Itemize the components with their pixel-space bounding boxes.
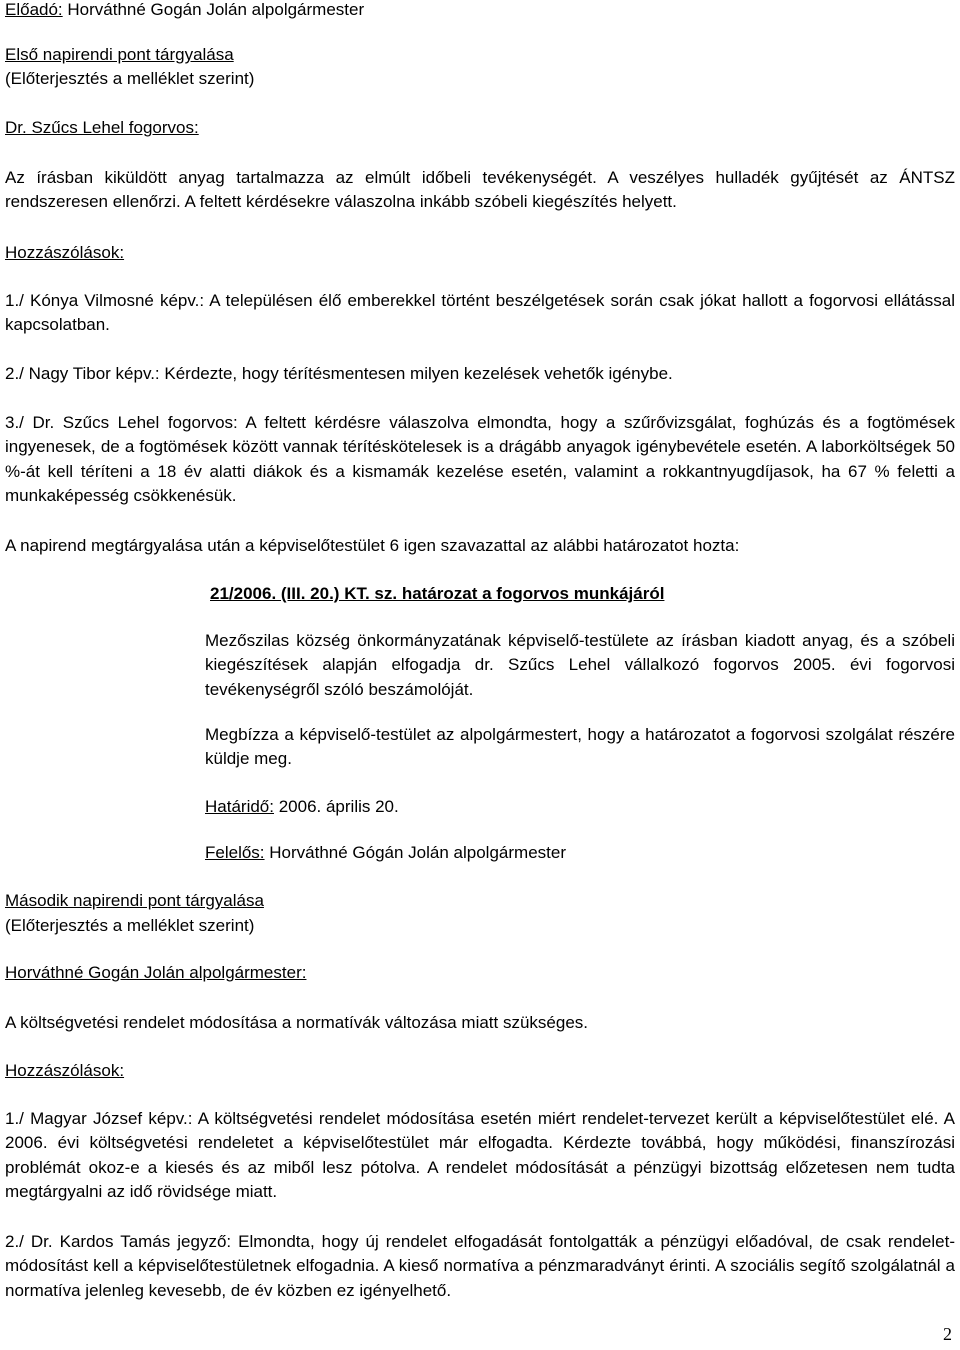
resolution-title: 21/2006. (III. 20.) KT. sz. határozat a fogorvos munkájáról: [210, 584, 665, 603]
presenter-name: Horváthné Gogán Jolán alpolgármester: [62, 0, 365, 19]
page-number: 2: [943, 1324, 952, 1344]
responsible-label: Felelős:: [205, 843, 265, 862]
item2-comment-2: 2./ Dr. Kardos Tamás jegyző: Elmondta, hogy új rendelet elfogadását fontolgatták a pénzügyi előadóval, de csak rendelet-módosítást kell a képviselőtestületnek elfogadnia. A kieső normatíva a pénzmaradványt érinti. A szociális segítő szolgálatnál a normatíva jelenleg kevesebb, de év közben ez igényelhető.: [5, 1232, 955, 1300]
item1-title: Első napirendi pont tárgyalása: [5, 45, 234, 64]
resolution-deadline: [205, 797, 399, 817]
item1-comment-2: 2./ Nagy Tibor képv.: Kérdezte, hogy térítésmentesen milyen kezelések vehetők igénybe.: [5, 364, 673, 383]
item2-comments-label: Hozzászólások:: [5, 1061, 125, 1080]
resolution-responsible: [205, 843, 566, 863]
item1-comment-3: 3./ Dr. Szűcs Lehel fogorvos: A feltett kérdésre válaszolva elmondta, hogy a szűrővizsgálat, foghúzás és a fogtömések ingyenesek, de a fogtömések között vannak térítéskötelesek is a drágább anyagok igénybevétele esetén. A laborköltségek 50 %-át kell téríteni a 18 év alatti diákok és a kismamák kezelése esetén, valamint a rokkantnyugdíjasok, ha 67 % feletti a munkaképesség csökkenésük.: [5, 413, 955, 505]
item2-title: Második napirendi pont tárgyalása: [5, 891, 264, 910]
item1-text: Az írásban kiküldött anyag tartalmazza az elmúlt időbeli tevékenységét. A veszélyes hulladék gyűjtését az ÁNTSZ rendszeresen ellenőrzi. A feltett kérdésekre válaszolna inkább szóbeli kiegészítés helyett.: [5, 168, 955, 212]
item1-subtitle: (Előterjesztés a melléklet szerint): [5, 69, 255, 88]
item1-speaker: Dr. Szűcs Lehel fogorvos:: [5, 118, 199, 137]
item2-subtitle: (Előterjesztés a melléklet szerint): [5, 916, 255, 935]
item1-comment-1: 1./ Kónya Vilmosné képv.: A településen élő emberekkel történt beszélgetések során csak jókat hallott a fogorvosi ellátással kapcsolatban.: [5, 291, 955, 335]
resolution-para-2: Megbízza a képviselő-testület az alpolgármestert, hogy a határozatot a fogorvosi szolgálat részére küldje meg.: [205, 725, 955, 769]
presenter-line: [5, 0, 364, 20]
item2-speaker: Horváthné Gogán Jolán alpolgármester:: [5, 963, 307, 982]
responsible-value: Horváthné Gógán Jolán alpolgármester: [264, 843, 566, 862]
deadline-label: Határidő:: [205, 797, 274, 816]
resolution-para-1: Mezőszilas község önkormányzatának képviselő-testülete az írásban kiadott anyag, és a szóbeli kiegészítések alapján elfogadja dr. Szűcs Lehel vállalkozó fogorvos 2005. évi fogorvosi tevékenységről szóló beszámolóját.: [205, 631, 955, 699]
item2-text: A költségvetési rendelet módosítása a normatívák változása miatt szükséges.: [5, 1013, 589, 1032]
item1-vote: A napirend megtárgyalása után a képviselőtestület 6 igen szavazattal az alábbi határozatot hozta:: [5, 536, 740, 555]
item2-comment-1: 1./ Magyar József képv.: A költségvetési rendelet módosítása esetén miért rendelet-tervezet került a képviselőtestület elé. A 2006. évi költségvetési rendeletet a képviselőtestület már elfogadta. Kérdezte továbbá, hogy működési, finanszírozási problémát okoz-e a kiesés és az miből lesz pótolva. A rendelet módosítását a pénzügyi bizottság előzetesen nem tudta megtárgyalni az idő rövidsége miatt.: [5, 1109, 955, 1201]
deadline-value: 2006. április 20.: [273, 797, 399, 816]
item1-comments-label: Hozzászólások:: [5, 243, 125, 262]
presenter-label: Előadó:: [5, 0, 63, 19]
